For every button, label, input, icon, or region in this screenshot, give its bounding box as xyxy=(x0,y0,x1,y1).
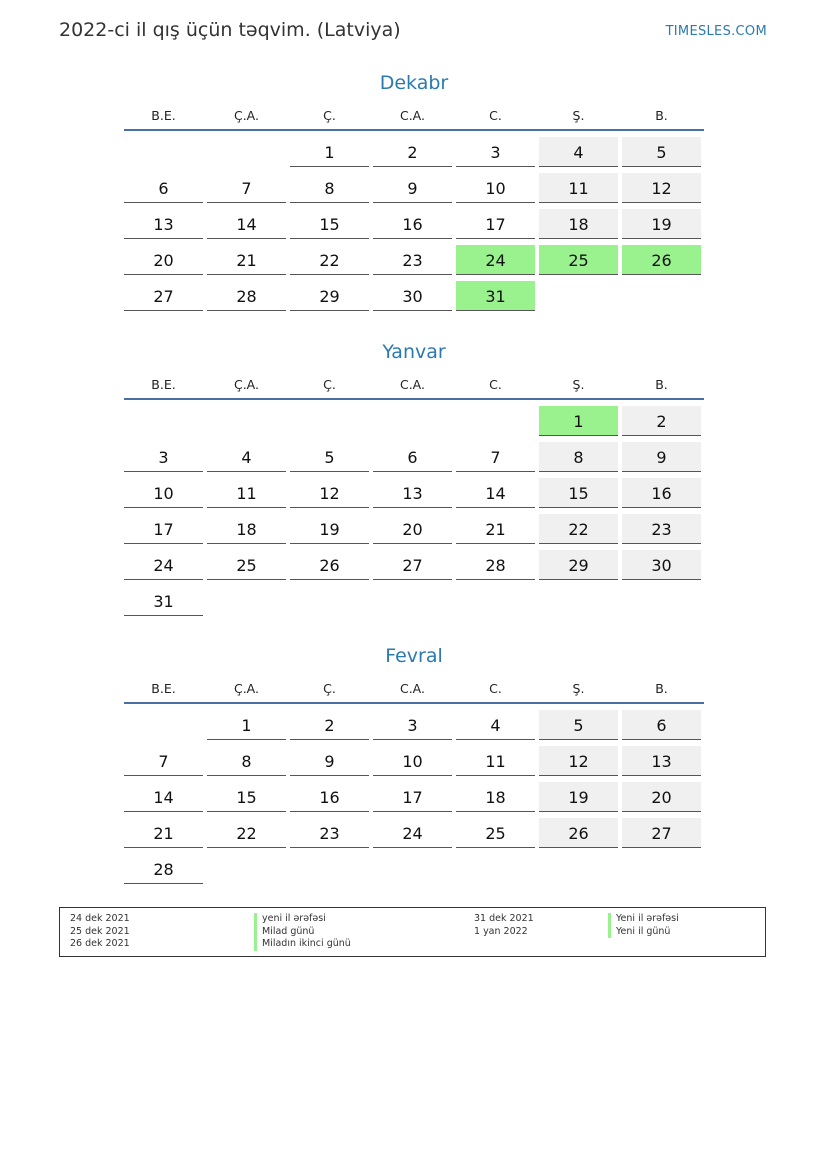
day-cell: 13 xyxy=(373,478,452,508)
day-cell: 25 xyxy=(207,550,286,580)
day-cell: 14 xyxy=(456,478,535,508)
empty-cell xyxy=(373,586,452,616)
day-cell: 26 xyxy=(622,245,701,275)
day-cell: 5 xyxy=(622,137,701,167)
day-cell: 26 xyxy=(539,818,618,848)
day-cell: 16 xyxy=(373,209,452,239)
day-cell: 7 xyxy=(456,442,535,472)
day-cell: 3 xyxy=(373,710,452,740)
day-cell: 28 xyxy=(456,550,535,580)
day-cell: 18 xyxy=(207,514,286,544)
weekday-label: B.E. xyxy=(151,681,176,696)
empty-cell xyxy=(207,406,286,436)
legend-holiday-name: Yeni il günü xyxy=(608,926,679,939)
day-cell: 5 xyxy=(290,442,369,472)
month-grid xyxy=(124,406,704,616)
day-cell: 1 xyxy=(207,710,286,740)
day-cell: 22 xyxy=(290,245,369,275)
legend-names-left xyxy=(254,913,351,951)
week-row xyxy=(124,245,704,275)
day-cell: 8 xyxy=(290,173,369,203)
day-cell: 26 xyxy=(290,550,369,580)
legend-holiday-name: Yeni il ərəfəsi xyxy=(608,913,679,926)
day-cell: 22 xyxy=(207,818,286,848)
day-cell: 29 xyxy=(539,550,618,580)
day-cell: 7 xyxy=(207,173,286,203)
empty-cell xyxy=(124,710,203,740)
weekday-label: B. xyxy=(655,681,668,696)
day-cell: 20 xyxy=(124,245,203,275)
day-cell: 10 xyxy=(456,173,535,203)
week-row xyxy=(124,281,704,311)
month-name: Yanvar xyxy=(382,341,446,363)
day-cell: 24 xyxy=(124,550,203,580)
empty-cell xyxy=(456,854,535,884)
month-grid xyxy=(124,137,704,311)
weekday-label: Ç.A. xyxy=(233,108,259,123)
day-cell: 9 xyxy=(290,746,369,776)
weekday-label: Ç. xyxy=(323,108,336,123)
weekday-label: B.E. xyxy=(151,108,176,123)
day-cell: 2 xyxy=(290,710,369,740)
day-cell: 27 xyxy=(124,281,203,311)
weekday-label: Ş. xyxy=(572,108,585,123)
legend-date: 1 yan 2022 xyxy=(474,925,528,937)
weekday-label: C. xyxy=(489,108,502,123)
day-cell: 28 xyxy=(124,854,203,884)
legend-holiday-name: yeni il ərəfəsi xyxy=(254,913,351,926)
day-cell: 6 xyxy=(373,442,452,472)
day-cell: 24 xyxy=(373,818,452,848)
day-cell: 17 xyxy=(124,514,203,544)
empty-cell xyxy=(290,854,369,884)
weekday-label: B. xyxy=(655,108,668,123)
day-cell: 22 xyxy=(539,514,618,544)
day-cell: 15 xyxy=(207,782,286,812)
day-cell: 4 xyxy=(207,442,286,472)
legend-date: 31 dek 2021 xyxy=(474,913,534,924)
day-cell: 16 xyxy=(622,478,701,508)
weekday-label: B. xyxy=(655,377,668,392)
weekday-label: Ş. xyxy=(572,377,585,392)
day-cell: 6 xyxy=(124,173,203,203)
month-calendar xyxy=(124,642,704,890)
day-cell: 10 xyxy=(124,478,203,508)
weekday-label: Ç.A. xyxy=(233,681,259,696)
week-row xyxy=(124,209,704,239)
month-name: Fevral xyxy=(385,645,443,667)
day-cell: 4 xyxy=(539,137,618,167)
day-cell: 3 xyxy=(124,442,203,472)
month-calendar xyxy=(124,69,704,317)
empty-cell xyxy=(290,406,369,436)
day-cell: 27 xyxy=(373,550,452,580)
day-cell: 12 xyxy=(290,478,369,508)
weekday-label: Ş. xyxy=(572,681,585,696)
weekday-label: Ç. xyxy=(323,681,336,696)
week-row xyxy=(124,710,704,740)
weekday-label: C.A. xyxy=(399,377,425,392)
day-cell: 28 xyxy=(207,281,286,311)
day-cell: 4 xyxy=(456,710,535,740)
week-row xyxy=(124,550,704,580)
day-cell: 11 xyxy=(539,173,618,203)
legend-date: 24 dek 2021 xyxy=(70,913,130,924)
week-row xyxy=(124,442,704,472)
empty-cell xyxy=(456,406,535,436)
weekday-header xyxy=(124,372,704,400)
empty-cell xyxy=(539,854,618,884)
week-row xyxy=(124,173,704,203)
weekday-header xyxy=(124,676,704,704)
day-cell: 16 xyxy=(290,782,369,812)
day-cell: 23 xyxy=(290,818,369,848)
day-cell: 17 xyxy=(456,209,535,239)
day-cell: 18 xyxy=(539,209,618,239)
day-cell: 13 xyxy=(622,746,701,776)
day-cell: 2 xyxy=(622,406,701,436)
day-cell: 23 xyxy=(373,245,452,275)
day-cell: 2 xyxy=(373,137,452,167)
empty-cell xyxy=(290,586,369,616)
empty-cell xyxy=(373,406,452,436)
day-cell: 1 xyxy=(539,406,618,436)
day-cell: 11 xyxy=(207,478,286,508)
weekday-label: C.A. xyxy=(399,681,425,696)
day-cell: 25 xyxy=(456,818,535,848)
day-cell: 5 xyxy=(539,710,618,740)
day-cell: 9 xyxy=(373,173,452,203)
day-cell: 21 xyxy=(124,818,203,848)
weekday-label: C. xyxy=(489,681,502,696)
empty-cell xyxy=(622,281,701,311)
day-cell: 17 xyxy=(373,782,452,812)
empty-cell xyxy=(207,137,286,167)
legend-date: 26 dek 2021 xyxy=(70,938,130,949)
day-cell: 31 xyxy=(456,281,535,311)
weekday-label: C.A. xyxy=(399,108,425,123)
day-cell: 12 xyxy=(622,173,701,203)
day-cell: 14 xyxy=(124,782,203,812)
day-cell: 20 xyxy=(622,782,701,812)
day-cell: 10 xyxy=(373,746,452,776)
empty-cell xyxy=(622,854,701,884)
day-cell: 25 xyxy=(539,245,618,275)
month-name: Dekabr xyxy=(379,72,449,94)
empty-cell xyxy=(207,854,286,884)
day-cell: 30 xyxy=(622,550,701,580)
week-row xyxy=(124,514,704,544)
day-cell: 30 xyxy=(373,281,452,311)
day-cell: 7 xyxy=(124,746,203,776)
week-row xyxy=(124,586,704,616)
day-cell: 12 xyxy=(539,746,618,776)
legend-names-right xyxy=(608,913,679,938)
day-cell: 1 xyxy=(290,137,369,167)
day-cell: 13 xyxy=(124,209,203,239)
week-row xyxy=(124,854,704,884)
day-cell: 15 xyxy=(290,209,369,239)
page-title: 2022-ci il qış üçün təqvim. (Latviya) xyxy=(59,19,401,41)
day-cell: 15 xyxy=(539,478,618,508)
legend-dates-left xyxy=(70,913,130,951)
empty-cell xyxy=(539,281,618,311)
month-grid xyxy=(124,710,704,884)
week-row xyxy=(124,406,704,436)
week-row xyxy=(124,818,704,848)
empty-cell xyxy=(207,586,286,616)
month-calendar xyxy=(124,338,704,622)
day-cell: 14 xyxy=(207,209,286,239)
empty-cell xyxy=(539,586,618,616)
day-cell: 20 xyxy=(373,514,452,544)
day-cell: 21 xyxy=(456,514,535,544)
weekday-header xyxy=(124,103,704,131)
legend-date: 25 dek 2021 xyxy=(70,925,130,937)
weekday-label: C. xyxy=(489,377,502,392)
week-row xyxy=(124,746,704,776)
day-cell: 31 xyxy=(124,586,203,616)
day-cell: 19 xyxy=(539,782,618,812)
day-cell: 23 xyxy=(622,514,701,544)
day-cell: 18 xyxy=(456,782,535,812)
day-cell: 8 xyxy=(539,442,618,472)
week-row xyxy=(124,478,704,508)
day-cell: 29 xyxy=(290,281,369,311)
empty-cell xyxy=(124,406,203,436)
day-cell: 19 xyxy=(622,209,701,239)
day-cell: 9 xyxy=(622,442,701,472)
weekday-label: B.E. xyxy=(151,377,176,392)
legend-dates-right xyxy=(474,913,534,938)
empty-cell xyxy=(622,586,701,616)
day-cell: 11 xyxy=(456,746,535,776)
empty-cell xyxy=(456,586,535,616)
legend-holiday-name: Milad günü xyxy=(254,926,351,939)
holiday-legend xyxy=(59,907,766,957)
day-cell: 24 xyxy=(456,245,535,275)
day-cell: 3 xyxy=(456,137,535,167)
week-row xyxy=(124,782,704,812)
day-cell: 8 xyxy=(207,746,286,776)
legend-holiday-name: Miladın ikinci günü xyxy=(254,938,351,951)
day-cell: 19 xyxy=(290,514,369,544)
site-link[interactable]: TIMESLES.COM xyxy=(665,24,767,39)
day-cell: 27 xyxy=(622,818,701,848)
weekday-label: Ç.A. xyxy=(233,377,259,392)
day-cell: 6 xyxy=(622,710,701,740)
empty-cell xyxy=(124,137,203,167)
week-row xyxy=(124,137,704,167)
day-cell: 21 xyxy=(207,245,286,275)
weekday-label: Ç. xyxy=(323,377,336,392)
empty-cell xyxy=(373,854,452,884)
